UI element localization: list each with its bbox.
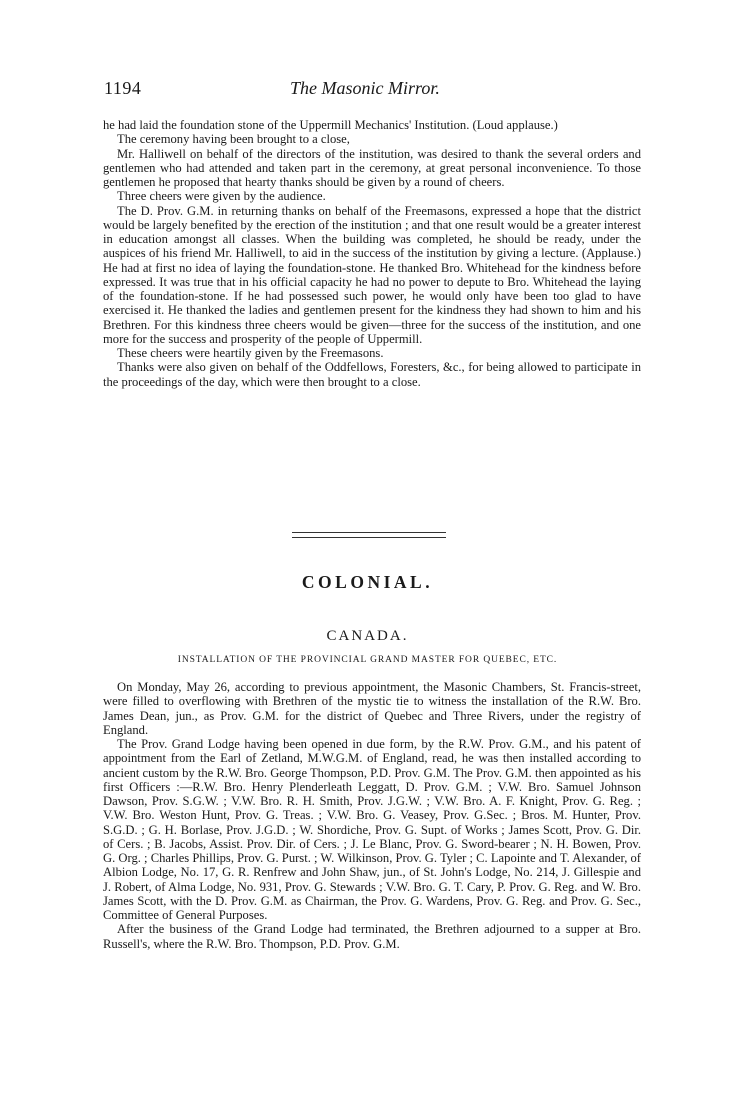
article-body xyxy=(103,680,641,951)
paragraph: These cheers were heartily given by the Freemasons. xyxy=(117,346,384,360)
paragraph: Mr. Halliwell on behalf of the directors of the institution, was desired to thank the several orders and gentlemen who had attended and taken part in the ceremony, at great personal inconvenience. To those gentlemen he proposed that hearty thanks should be given by a round of cheers. xyxy=(103,146,641,189)
paragraph: Thanks were also given on behalf of the Oddfellows, Foresters, &c., for being allowed to participate in the proceedings of the day, which were then brought to a close. xyxy=(103,360,641,389)
paragraph: The ceremony having been brought to a close, xyxy=(117,132,350,147)
article-continuation xyxy=(103,118,641,389)
section-divider xyxy=(292,532,446,538)
paragraph: Three cheers were given by the audience. xyxy=(117,189,326,204)
page-number: 1194 xyxy=(104,78,142,98)
page-header xyxy=(104,78,644,102)
paragraph: On Monday, May 26, according to previous appointment, the Masonic Chambers, St. Francis-street, were filled to overflowing with Brethren of the mystic tie to witness the installation of the R.W. Bro. James Dean, jun., as Prov. G.M. for the district of Quebec and Three Rivers, under the registry of England. xyxy=(103,680,641,737)
paragraph: After the business of the Grand Lodge had terminated, the Brethren adjourned to a supper at Bro. Russell's, where the R.W. Bro. Thompson, P.D. Prov. G.M. xyxy=(103,922,641,951)
article-subheading: INSTALLATION OF THE PROVINCIAL GRAND MASTER FOR QUEBEC, ETC. xyxy=(177,655,558,665)
running-title: The Masonic Mirror. xyxy=(290,78,440,98)
paragraph: The D. Prov. G.M. in returning thanks on behalf of the Freemasons, expressed a hope that the district would be largely benefited by the erection of the institution ; and that one result would be a greater interest in education amongst all classes. When the building was completed, he should be ready, under the auspices of his friend Mr. Halliwell, to aid in the success of the institution by giving a lecture. (Applause.) He had at first no idea of laying the foundation-stone. He thanked Bro. Whitehead for the kindness before expressed. It was true that in his official capacity he had no power to depute to Bro. Whitehead the laying of the foundation-stone. If he had possessed such power, he would only have been too glad to have exercised it. He thanked the ladies and gentlemen present for the kindness they had shown to him and his Brethren. For this kindness three cheers would be given—three for the success of the institution, and one more for the success and prosperity of the people of Uppermill. xyxy=(103,203,641,346)
paragraph: he had laid the foundation stone of the Uppermill Mechanics' Institution. (Loud applause.) xyxy=(103,118,558,132)
subsection-title: CANADA. xyxy=(326,628,409,644)
section-title: COLONIAL. xyxy=(301,572,434,592)
paragraph: The Prov. Grand Lodge having been opened in due form, by the R.W. Prov. G.M., and his patent of appointment from the Earl of Zetland, M.W.G.M. of England, read, he was then installed according to ancient custom by the R.W. Bro. George Thompson, P.D. Prov. G.M. The Prov. G.M. then appointed as his first Officers :—R.W. Bro. Henry Plenderleath Leggatt, D. Prov. G.M. ; V.W. Bro. Samuel Johnson Dawson, Prov. S.G.W. ; V.W. Bro. R. H. Smith, Prov. J.G.W. ; V.W. Bro. A. F. Knight, Prov. G. Reg. ; V.W. Bro. Weston Hunt, Prov. G. Treas. ; V.W. Bro. G. Veasey, Prov. G.Sec. ; Bros. M. Hunter, Prov. S.G.D. ; G. H. Borlase, Prov. J.G.D. ; W. Shordiche, Prov. G. Supt. of Works ; James Scott, Prov. G. Dir. of Cers. ; B. Jacobs, Assist. Prov. Dir. of Cers. ; J. Le Blanc, Prov. G. Sword-bearer ; N. H. Bowen, Prov. G. Org. ; Charles Phillips, Prov. G. Purst. ; W. Wilkinson, Prov. G. Tyler ; C. Lapointe and T. Alexander, of Albion Lodge, No. 17, G. R. Renfrew and John Shaw, jun., of St. John's Lodge, No. 214, J. Gillespie and J. Robert, of Alma Lodge, No. 931, Prov. G. Stewards ; V.W. Bro. G. T. Cary, P. Prov. G. Reg. and W. Bro. James Scott, with the D. Prov. G.M. as Chairman, the Prov. G. Wardens, Prov. G. Reg. and Prov. G. Sec., Committee of General Purposes. xyxy=(103,737,641,922)
